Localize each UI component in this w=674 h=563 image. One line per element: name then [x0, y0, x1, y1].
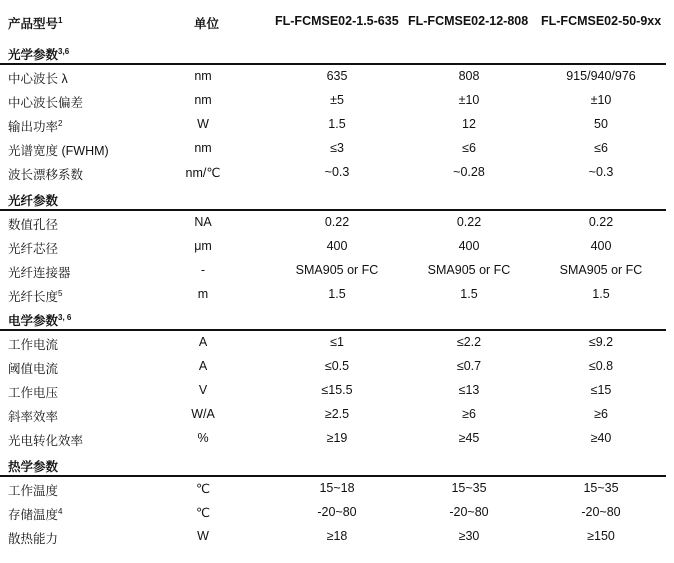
table-row [0, 477, 674, 501]
param-label: 散热能力 [8, 532, 59, 546]
table-row [0, 113, 674, 137]
value-cell: 15~35 [451, 481, 487, 495]
section-title: 电学参数$^{3, 6}$ [8, 313, 72, 328]
value-cell: ≤6 [594, 141, 608, 155]
section-title: 光纤参数 [8, 194, 59, 208]
param-label: 存储温度$^4$ [8, 507, 63, 522]
value-cell: 1.5 [592, 287, 610, 301]
unit-cell: nm [194, 69, 212, 83]
value-cell: 808 [458, 69, 480, 83]
value-cell: ≤15 [590, 383, 612, 397]
table-row [0, 427, 674, 451]
value-cell: ≥18 [326, 529, 348, 543]
value-cell: -20~80 [581, 505, 621, 519]
value-cell: ≥6 [462, 407, 476, 421]
value-cell: ≥45 [458, 431, 480, 445]
value-cell: ≤6 [462, 141, 476, 155]
value-cell: -20~80 [317, 505, 357, 519]
table-row [0, 65, 674, 89]
unit-cell: - [200, 263, 206, 277]
param-label: 光纤连接器 [8, 266, 71, 280]
value-cell: 1.5 [328, 117, 346, 131]
table-header [0, 0, 674, 44]
table-row [0, 283, 674, 307]
unit-cell: nm/℃ [185, 166, 221, 180]
table-row [0, 161, 674, 185]
param-label: 输出功率$^2$ [8, 119, 63, 134]
table-row [0, 501, 674, 525]
param-label: 波长漂移系数 [8, 168, 84, 182]
value-cell: 400 [458, 239, 480, 253]
value-cell: ≥6 [594, 407, 608, 421]
value-cell: ~0.28 [453, 165, 485, 179]
value-cell: SMA905 or FC [559, 263, 643, 277]
header-model-3: FL-FCMSE02-50-9xx [541, 14, 662, 28]
value-cell: 400 [326, 239, 348, 253]
value-cell: 1.5 [328, 287, 346, 301]
value-cell: 0.22 [324, 215, 350, 229]
unit-cell: NA [194, 215, 212, 229]
value-cell: ≤13 [458, 383, 480, 397]
value-cell: ≥30 [458, 529, 480, 543]
value-cell: 915/940/976 [566, 69, 636, 83]
value-cell: ±5 [330, 93, 344, 107]
unit-cell: m [197, 287, 209, 301]
value-cell: ±10 [458, 93, 480, 107]
table-row [0, 89, 674, 113]
unit-cell: V [198, 383, 208, 397]
table-row [0, 403, 674, 427]
param-label: 光纤芯径 [8, 242, 59, 256]
unit-cell: A [198, 359, 208, 373]
value-cell: ≥2.5 [324, 407, 350, 421]
value-cell: 635 [326, 69, 348, 83]
value-cell: 0.22 [588, 215, 614, 229]
param-label: 工作电流 [8, 338, 59, 352]
unit-cell: ℃ [195, 506, 211, 520]
value-cell: SMA905 or FC [427, 263, 511, 277]
param-label: 中心波长 λ [8, 72, 68, 86]
table-row [0, 235, 674, 259]
header-model-1: FL-FCMSE02-1.5-635 [275, 14, 399, 28]
section-title: 热学参数 [8, 460, 59, 474]
table-row [0, 525, 674, 549]
value-cell: ≥19 [326, 431, 348, 445]
value-cell: ~0.3 [588, 165, 614, 179]
table-row [0, 379, 674, 403]
param-label: 光电转化效率 [8, 434, 84, 448]
param-label: 中心波长偏差 [8, 96, 84, 110]
param-label: 工作电压 [8, 386, 59, 400]
value-cell: ≤3 [330, 141, 344, 155]
table-row [0, 355, 674, 379]
unit-cell: nm [194, 93, 212, 107]
value-cell: 15~35 [583, 481, 619, 495]
value-cell: ~0.3 [324, 165, 350, 179]
unit-cell: μm [194, 239, 212, 253]
param-label: 数值孔径 [8, 218, 59, 232]
table-row [0, 331, 674, 355]
value-cell: ≥150 [587, 529, 615, 543]
value-cell: ≥40 [590, 431, 612, 445]
param-label: 斜率效率 [8, 410, 59, 424]
value-cell: 12 [462, 117, 476, 131]
value-cell: ±10 [590, 93, 612, 107]
unit-cell: nm [194, 141, 212, 155]
value-cell: 1.5 [460, 287, 478, 301]
value-cell: ≤0.5 [324, 359, 350, 373]
header-model-2: FL-FCMSE02-12-808 [408, 14, 529, 28]
unit-cell: W/A [191, 407, 215, 421]
value-cell: 400 [590, 239, 612, 253]
param-label: 阈值电流 [8, 362, 59, 376]
param-label: 工作温度 [8, 484, 59, 498]
header-param: 产品型号$^1$ [8, 16, 63, 31]
value-cell: SMA905 or FC [295, 263, 379, 277]
table-row [0, 259, 674, 283]
unit-cell: A [198, 335, 208, 349]
value-cell: 15~18 [319, 481, 355, 495]
value-cell: ≤0.8 [588, 359, 614, 373]
param-label: 光谱宽度 (FWHM) [8, 144, 109, 158]
value-cell: 50 [594, 117, 608, 131]
value-cell: ≤1 [330, 335, 344, 349]
unit-cell: W [197, 117, 209, 131]
header-unit: 单位 [194, 17, 220, 31]
table-row [0, 137, 674, 161]
value-cell: ≤2.2 [456, 335, 482, 349]
unit-cell: ℃ [195, 482, 211, 496]
value-cell: -20~80 [449, 505, 489, 519]
unit-cell: % [197, 431, 209, 445]
value-cell: 0.22 [456, 215, 482, 229]
section-title: 光学参数$^{3,6}$ [8, 47, 70, 62]
value-cell: ≤15.5 [321, 383, 353, 397]
value-cell: ≤0.7 [456, 359, 482, 373]
value-cell: ≤9.2 [588, 335, 614, 349]
unit-cell: W [197, 529, 209, 543]
param-label: 光纤长度$^5$ [8, 289, 63, 304]
table-row [0, 211, 674, 235]
